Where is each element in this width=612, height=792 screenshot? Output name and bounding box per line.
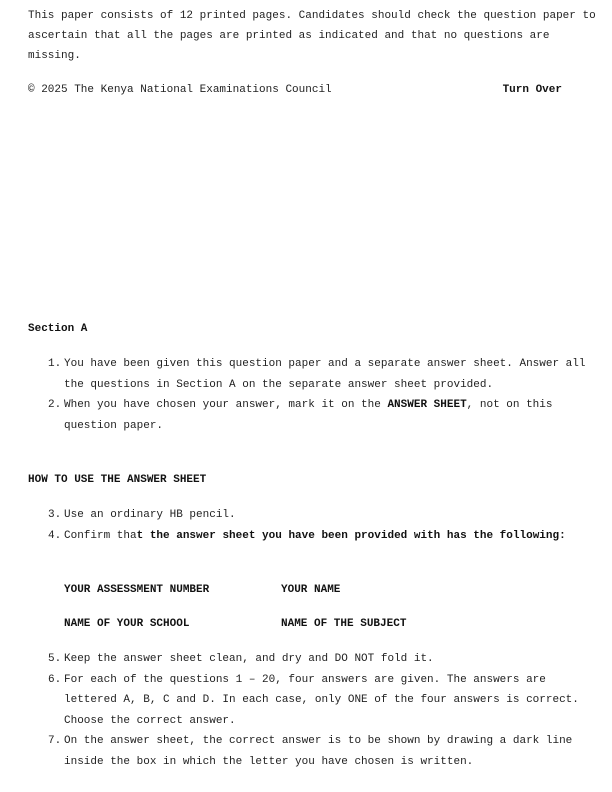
instruction-item	[28, 670, 598, 732]
item-bold-text: t the answer sheet you have been provided with has the following:	[136, 529, 566, 542]
instruction-item	[28, 731, 598, 772]
field-label: NAME OF YOUR SCHOOL	[64, 618, 190, 630]
how-to-heading: HOW TO USE THE ANSWER SHEET	[28, 474, 207, 486]
instruction-item	[28, 505, 598, 526]
how-to-instructions-b	[28, 649, 598, 772]
field-row	[64, 614, 564, 634]
item-number: 7.	[48, 735, 62, 747]
answer-sheet-emphasis: ANSWER SHEET	[387, 399, 467, 411]
item-text: Keep the answer sheet clean, and dry and DO NOT fold it.	[64, 653, 434, 665]
item-text: Confirm tha	[64, 529, 137, 542]
page-footer	[28, 80, 562, 100]
field-label: YOUR ASSESSMENT NUMBER	[64, 584, 210, 596]
field-label: NAME OF THE SUBJECT	[281, 618, 407, 630]
how-to-instructions-a	[28, 505, 598, 546]
item-number: 3.	[48, 509, 62, 521]
section-a-heading: Section A	[28, 323, 88, 335]
field-label: YOUR NAME	[281, 584, 341, 596]
item-number: 2.	[48, 399, 62, 411]
item-number: 4.	[48, 529, 62, 542]
copyright-notice: © 2025 The Kenya National Examinations Council	[28, 84, 332, 96]
item-text: When you have chosen your answer, mark it on the	[64, 399, 388, 411]
instruction-item	[28, 526, 598, 547]
item-text: On the answer sheet, the correct answer is to be shown by drawing a dark line inside the box in which the letter you have chosen is written.	[64, 735, 573, 768]
turn-over-label: Turn Over	[502, 84, 562, 96]
item-text: Use an ordinary HB pencil.	[64, 509, 236, 521]
item-number: 1.	[48, 358, 62, 370]
item-text: For each of the questions 1 – 20, four answers are given. The answers are lettered A, B, C and D. In each case, only ONE of the four answers is correct. Choose the correct answer.	[64, 673, 579, 727]
instruction-item	[28, 649, 598, 670]
item-text: , not on this question paper.	[64, 399, 553, 432]
answer-sheet-fields	[64, 580, 564, 634]
section-a-instructions	[28, 354, 598, 436]
instruction-item	[28, 354, 598, 395]
instruction-item	[28, 395, 598, 436]
item-number: 5.	[48, 653, 62, 665]
instructions-intro: This paper consists of 12 printed pages. Candidates should check the question paper to ascertain that all the pages are printed as indicated and that no questions are missing.	[28, 10, 596, 62]
item-number: 6.	[48, 673, 62, 686]
item-text: You have been given this question paper and a separate answer sheet. Answer all the questions in Section A on the separate answer sheet provided.	[64, 358, 586, 391]
field-row	[64, 580, 564, 600]
